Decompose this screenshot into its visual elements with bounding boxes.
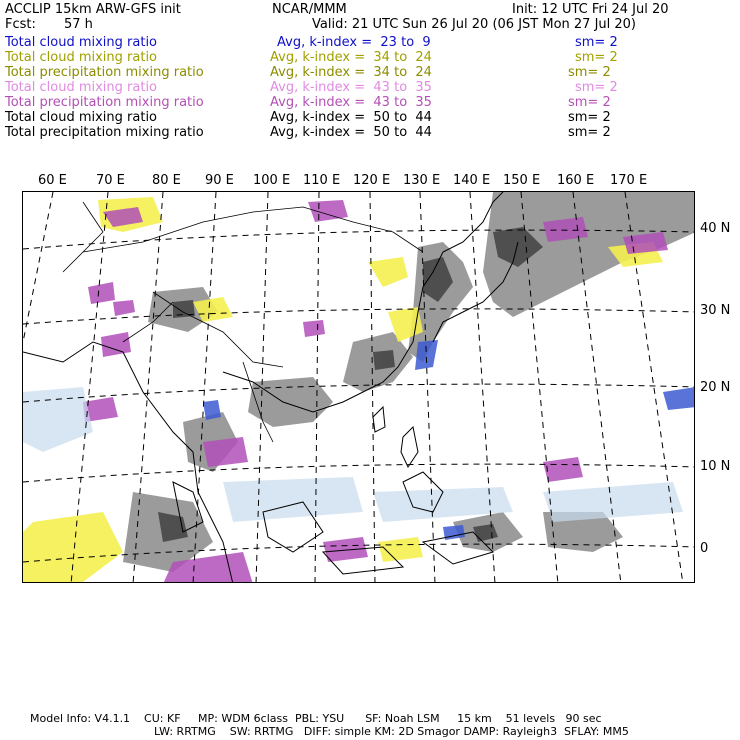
latitude-label: 30 N (700, 303, 731, 318)
map-panel (22, 191, 695, 583)
legend-k-index: Avg, k-index = 43 to 35 (270, 80, 432, 95)
legend-k-index: Avg, k-index = 50 to 44 (270, 110, 432, 125)
legend-row (5, 125, 735, 140)
legend-field-name: Total cloud mixing ratio (5, 110, 158, 125)
legend-field-name: Total precipitation mixing ratio (5, 95, 204, 110)
legend-row (5, 65, 735, 80)
legend-k-index: Avg, k-index = 23 to 9 (277, 35, 431, 50)
latitude-label: 40 N (700, 221, 731, 236)
legend-field-name: Total precipitation mixing ratio (5, 65, 204, 80)
legend-row (5, 95, 735, 110)
model-info-line2: LW: RRTMG SW: RRTMG DIFF: simple KM: 2D Smagor DAMP: Rayleigh3 SFLAY: MM5 (154, 725, 629, 738)
longitude-label: 60 E (38, 173, 67, 188)
legend-smoothing: sm= 2 (568, 110, 611, 125)
longitude-label: 140 E (453, 173, 491, 188)
legend-smoothing: sm= 2 (575, 80, 618, 95)
latitude-label: 10 N (700, 459, 731, 474)
legend-field-name: Total cloud mixing ratio (5, 35, 158, 50)
longitude-label: 170 E (610, 173, 648, 188)
legend-row (5, 110, 735, 125)
country-borders (63, 202, 423, 442)
legend-field-name: Total cloud mixing ratio (5, 50, 158, 65)
legend-smoothing: sm= 2 (568, 95, 611, 110)
longitude-label: 110 E (303, 173, 341, 188)
forecast-hour-value: 57 h (64, 17, 93, 32)
longitude-label: 90 E (205, 173, 234, 188)
cloud-mixing-lightblue (23, 387, 683, 522)
legend-k-index: Avg, k-index = 50 to 44 (270, 125, 432, 140)
longitude-label: 120 E (353, 173, 391, 188)
legend-field-name: Total cloud mixing ratio (5, 80, 158, 95)
latitude-label: 20 N (700, 380, 731, 395)
model-info-line1: Model Info: V4.1.1 CU: KF MP: WDM 6class PBL: YSU SF: Noah LSM 15 km 51 levels 90 sec (30, 712, 602, 725)
legend-row (5, 80, 735, 95)
longitude-label: 150 E (503, 173, 541, 188)
longitude-label: 100 E (253, 173, 291, 188)
longitude-label: 130 E (403, 173, 441, 188)
init-time: Init: 12 UTC Fri 24 Jul 20 (512, 2, 669, 17)
legend-k-index: Avg, k-index = 34 to 24 (270, 65, 432, 80)
map-canvas (23, 192, 695, 583)
legend-smoothing: sm= 2 (575, 35, 618, 50)
longitude-label: 80 E (152, 173, 181, 188)
plot-title: ACCLIP 15km ARW-GFS init (5, 2, 181, 17)
organization-label: NCAR/MMM (272, 2, 347, 17)
legend-k-index: Avg, k-index = 43 to 35 (270, 95, 432, 110)
legend-smoothing: sm= 2 (568, 125, 611, 140)
legend-row (5, 50, 735, 65)
forecast-hour-label: Fcst: (5, 17, 36, 32)
longitude-label: 160 E (557, 173, 595, 188)
valid-time: Valid: 21 UTC Sun 26 Jul 20 (06 JST Mon 27 Jul 20) (312, 17, 636, 32)
legend-k-index: Avg, k-index = 34 to 24 (270, 50, 432, 65)
longitude-label: 70 E (96, 173, 125, 188)
legend-field-name: Total precipitation mixing ratio (5, 125, 204, 140)
legend-smoothing: sm= 2 (568, 65, 611, 80)
legend-smoothing: sm= 2 (575, 50, 618, 65)
legend-row (5, 35, 735, 50)
latitude-label: 0 (700, 541, 709, 556)
